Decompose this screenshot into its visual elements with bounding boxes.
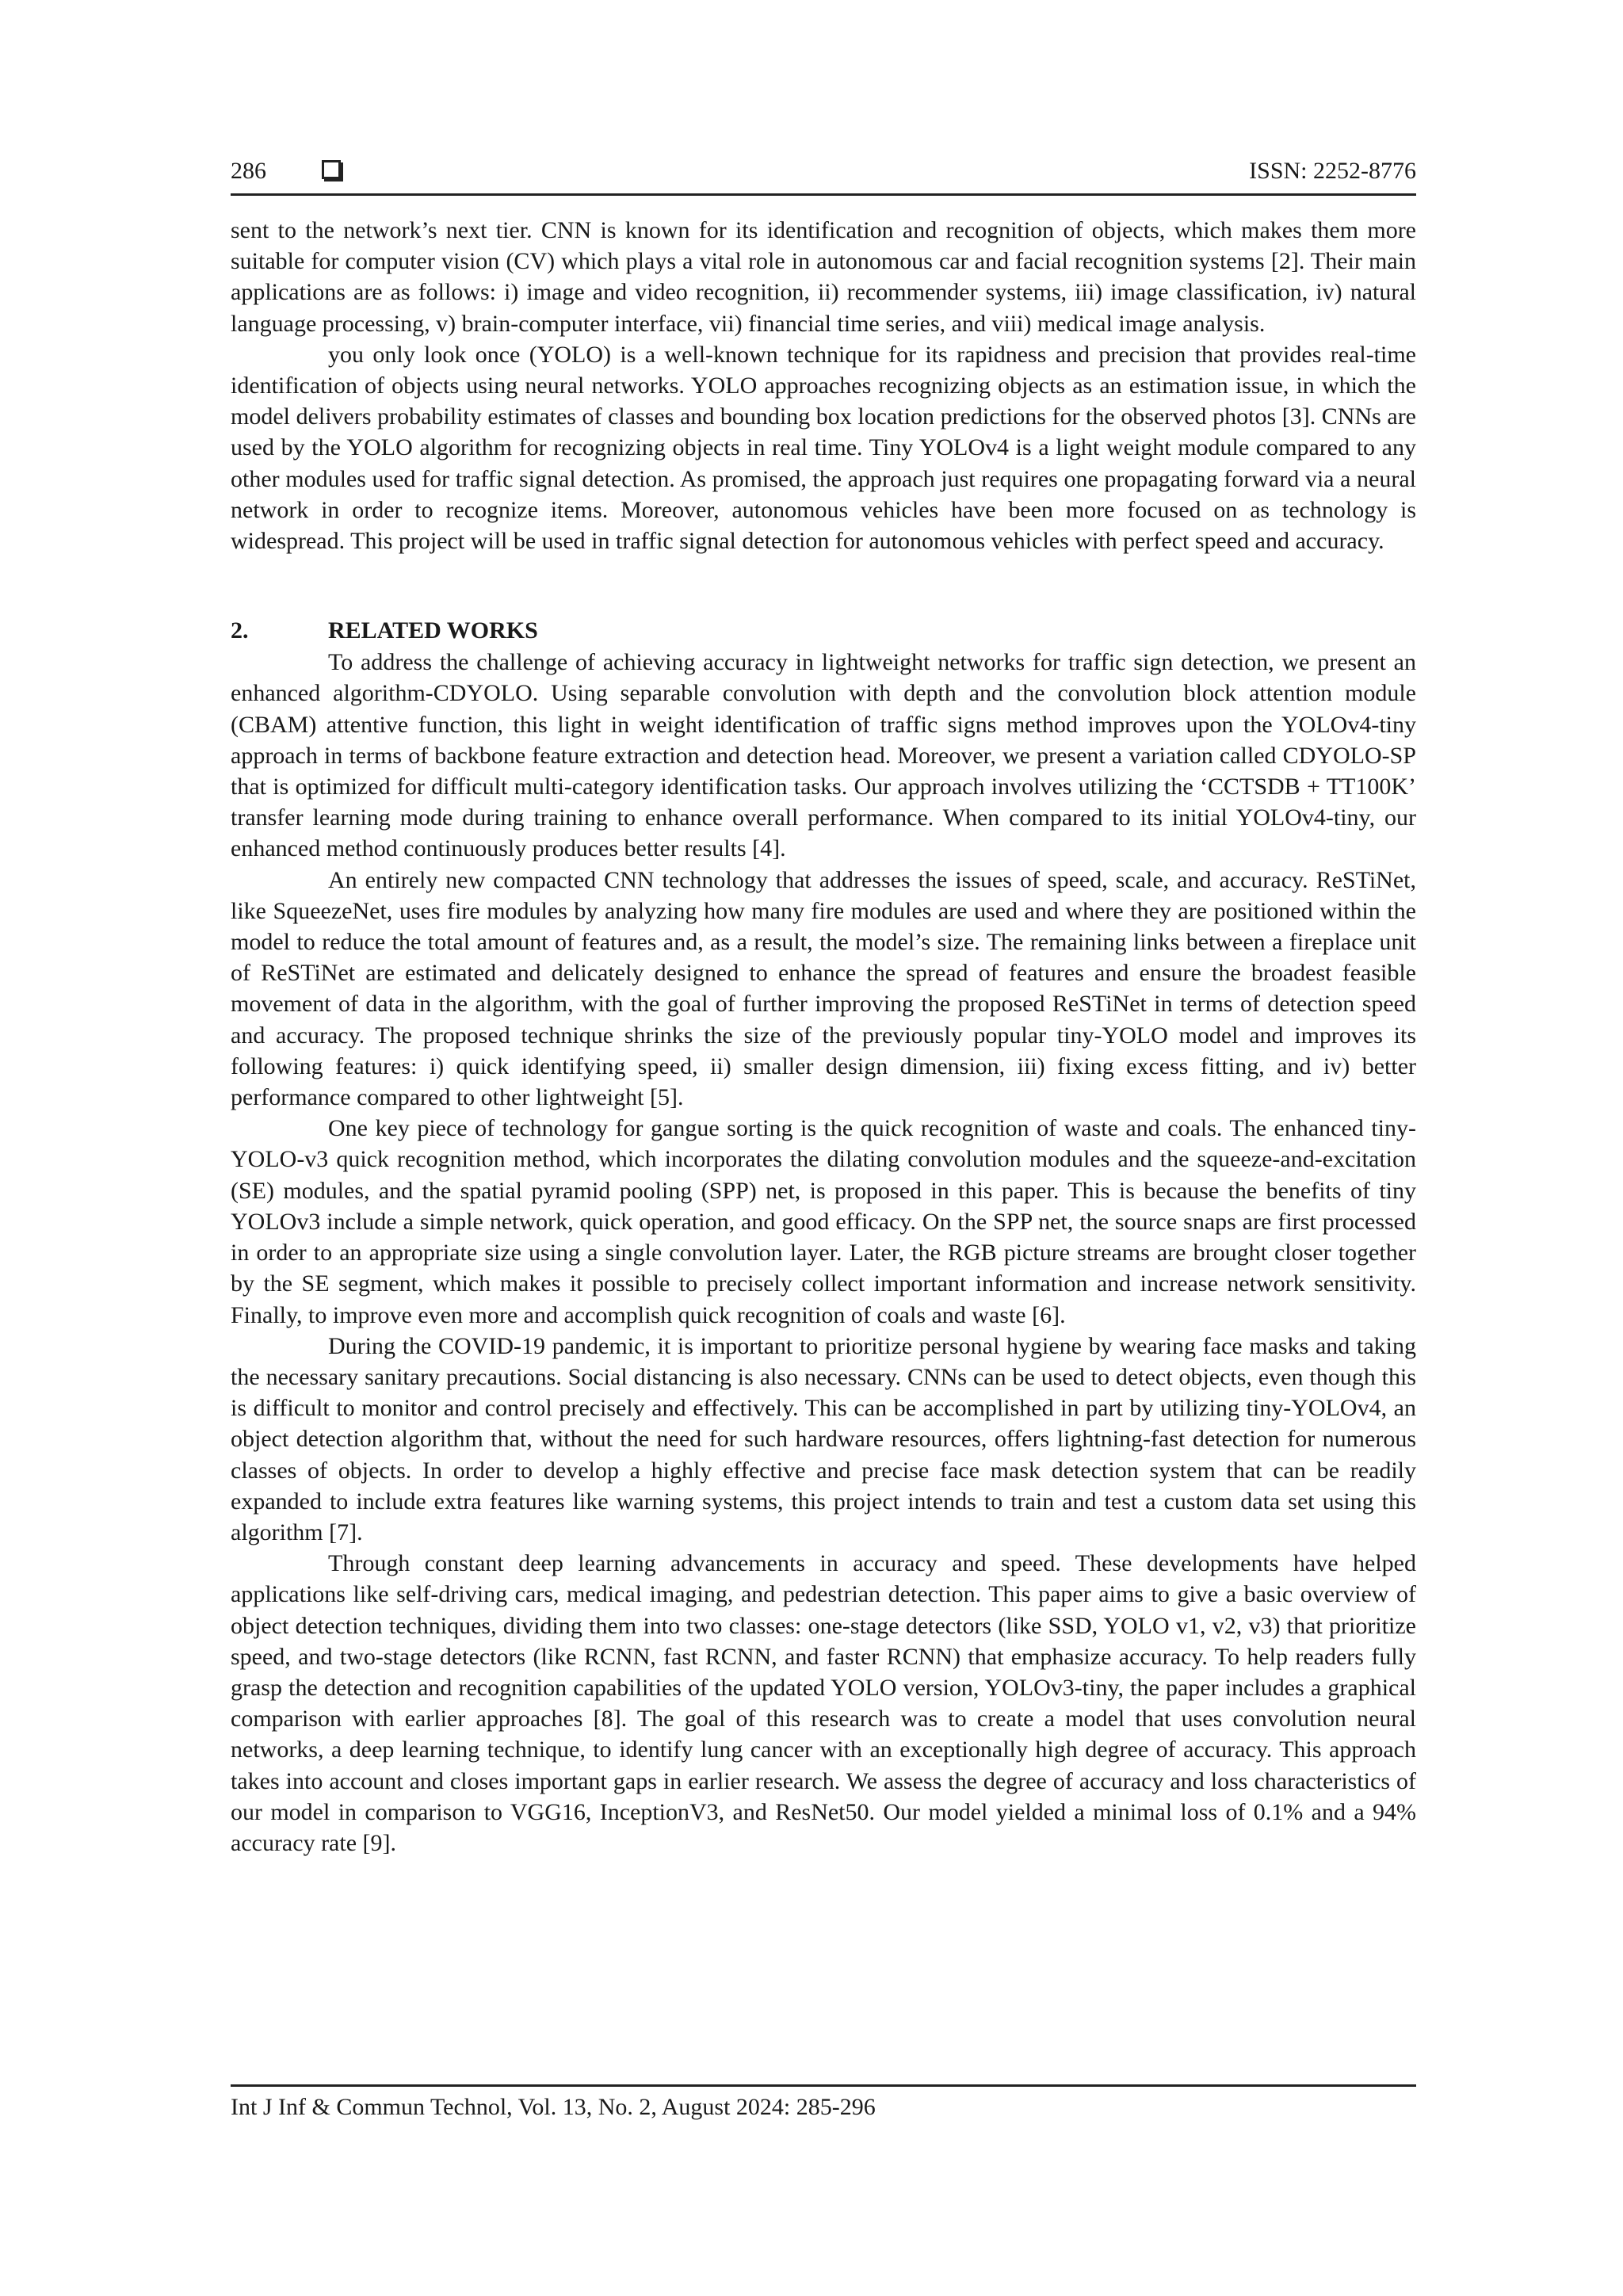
- page-body: [231, 215, 1416, 1859]
- section-number: 2.: [231, 617, 249, 644]
- body-paragraph: To address the challenge of achieving accuracy in lightweight networks for traffic sign detection, we present an enhanced algorithm-CDYOLO. Using separable convolution with depth and the convolution block attention module (CBAM) attentive function, this light in weight identification of traffic signs method improves upon the YOLOv4-tiny approach in terms of backbone feature extraction and detection head. Moreover, we present a variation called CDYOLO-SP that is optimized for difficult multi-category identification tasks. Our approach involves utilizing the ‘CCTSDB + TT100K’ transfer learning mode during training to enhance overall performance. When compared to its initial YOLOv4-tiny, our enhanced method continuously produces better results [4].: [231, 649, 1416, 862]
- page-header: [231, 155, 1416, 196]
- body-paragraph: During the COVID-19 pandemic, it is important to prioritize personal hygiene by wearing face masks and taking the necessary sanitary precautions. Social distancing is also necessary. CNNs can be used to detect objects, even though this is difficult to monitor and control precisely and effectively. This can be accomplished in part by utilizing tiny-YOLOv4, an object detection algorithm that, without the need for such hardware resources, offers lightning-fast detection for numerous classes of objects. In order to develop a highly effective and precise face mask detection system that can be readily expanded to include extra features like warning systems, this project intends to train and test a custom data set using this algorithm [7].: [231, 1332, 1416, 1545]
- body-paragraph: sent to the network’s next tier. CNN is known for its identification and recognition of objects, which makes them more suitable for computer vision (CV) which plays a vital role in autonomous car and facial recognition systems [2]. Their main applications are as follows: i) image and video recognition, ii) recommender systems, iii) image classification, iv) natural language processing, v) brain-computer interface, vii) financial time series, and viii) medical image analysis.: [231, 217, 1416, 337]
- issn-label: ISSN: 2252-8776: [1249, 158, 1416, 184]
- section-title: RELATED WORKS: [328, 617, 538, 644]
- page-footer: [231, 2084, 1416, 2123]
- checkbox-square-icon: [322, 160, 341, 179]
- body-paragraph: you only look once (YOLO) is a well-known technique for its rapidness and precision that provides real-time identification of objects using neural networks. YOLO approaches recognizing objects as an estimation issue, in which the model delivers probability estimates of classes and bounding box location predictions for the observed photos [3]. CNNs are used by the YOLO algorithm for recognizing objects in real time. Tiny YOLOv4 is a light weight module compared to any other modules used for traffic signal detection. As promised, the approach just requires one propagating forward via a neural network in order to recognize items. Moreover, autonomous vehicles have been more focused on as technology is widespread. This project will be used in traffic signal detection for autonomous vehicles with perfect speed and accuracy.: [231, 341, 1416, 555]
- journal-citation: Int J Inf & Commun Technol, Vol. 13, No. 2, August 2024: 285-296: [231, 2094, 876, 2120]
- body-paragraph: One key piece of technology for gangue sorting is the quick recognition of waste and coals. The enhanced tiny-YOLO-v3 quick recognition method, which incorporates the dilating convolution modules and the squeeze-and-excitation (SE) modules, and the spatial pyramid pooling (SPP) net, is proposed in this paper. This is because the benefits of tiny YOLOv3 include a simple network, quick operation, and good efficacy. On the SPP net, the source snaps are first processed in order to an appropriate size using a single convolution layer. Later, the RGB picture streams are brought closer together by the SE segment, which makes it possible to precisely collect important information and increase network sensitivity. Finally, to improve even more and accomplish quick recognition of coals and waste [6].: [231, 1115, 1416, 1328]
- body-paragraph: An entirely new compacted CNN technology that addresses the issues of speed, scale, and accuracy. ReSTiNet, like SqueezeNet, uses fire modules by analyzing how many fire modules are used and where they are positioned within the model to reduce the total amount of features and, as a result, the model’s size. The remaining links between a fireplace unit of ReSTiNet are estimated and delicately designed to enhance the spread of features and ensure the broadest feasible movement of data in the algorithm, with the goal of further improving the proposed ReSTiNet in terms of detection speed and accuracy. The proposed technique shrinks the size of the previously popular tiny-YOLO model and improves its following features: i) quick identifying speed, ii) smaller design dimension, iii) fixing excess fitting, and iv) better performance compared to other lightweight [5].: [231, 866, 1416, 1111]
- page-number: 286: [231, 158, 266, 184]
- section-heading: [231, 615, 1416, 647]
- body-paragraph: Through constant deep learning advancements in accuracy and speed. These developments have helped applications like self-driving cars, medical imaging, and pedestrian detection. This paper aims to give a basic overview of object detection techniques, dividing them into two classes: one-stage detectors (like SSD, YOLO v1, v2, v3) that prioritize speed, and two-stage detectors (like RCNN, fast RCNN, and faster RCNN) that emphasize accuracy. To help readers fully grasp the detection and recognition capabilities of the updated YOLO version, YOLOv3-tiny, the paper includes a graphical comparison with earlier approaches [8]. The goal of this research was to create a model that uses convolution neural networks, a deep learning technique, to identify lung cancer with an exceptionally high degree of accuracy. This approach takes into account and closes important gaps in earlier research. We assess the degree of accuracy and loss characteristics of our model in comparison to VGG16, InceptionV3, and ResNet50. Our model yielded a minimal loss of 0.1% and a 94% accuracy rate [9].: [231, 1550, 1416, 1856]
